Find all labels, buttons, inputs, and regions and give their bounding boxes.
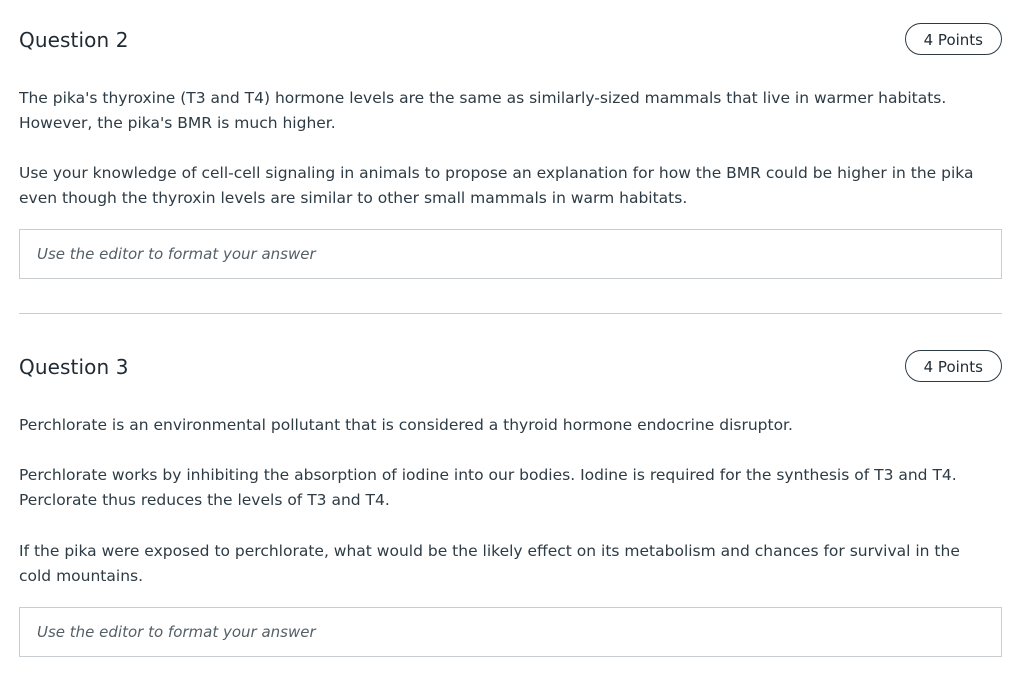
question-text: The pika's thyroxine (T3 and T4) hormone levels are the same as similarly-sized mammals that live in warmer habitats. However, the pika's BMR is much higher. <box>19 89 947 132</box>
question-divider <box>19 313 1002 314</box>
question-text: Use your knowledge of cell-cell signaling in animals to propose an explanation for how the BMR could be higher in the pika even though the thyroxin levels are similar to other small mammals in warm habitats. <box>19 164 974 207</box>
points-badge: 4 Points <box>905 350 1002 382</box>
answer-input[interactable]: Use the editor to format your answer <box>19 607 1002 657</box>
question-text: If the pika were exposed to perchlorate, what would be the likely effect on its metabolism and chances for survival in the cold mountains. <box>19 542 960 585</box>
question-3 <box>19 350 1002 386</box>
question-title: Question 3 <box>19 355 129 379</box>
question-text: Perchlorate works by inhibiting the absorption of iodine into our bodies. Iodine is required for the synthesis of T3 and T4. Perclorate thus reduces the levels of T3 and T4. <box>19 466 957 509</box>
question-header <box>19 23 1002 59</box>
points-badge: 4 Points <box>905 23 1002 55</box>
question-title: Question 2 <box>19 28 129 52</box>
question-text: Perchlorate is an environmental pollutant that is considered a thyroid hormone endocrine disruptor. <box>19 416 793 434</box>
answer-input[interactable]: Use the editor to format your answer <box>19 229 1002 279</box>
question-header <box>19 350 1002 386</box>
question-2 <box>19 23 1002 59</box>
